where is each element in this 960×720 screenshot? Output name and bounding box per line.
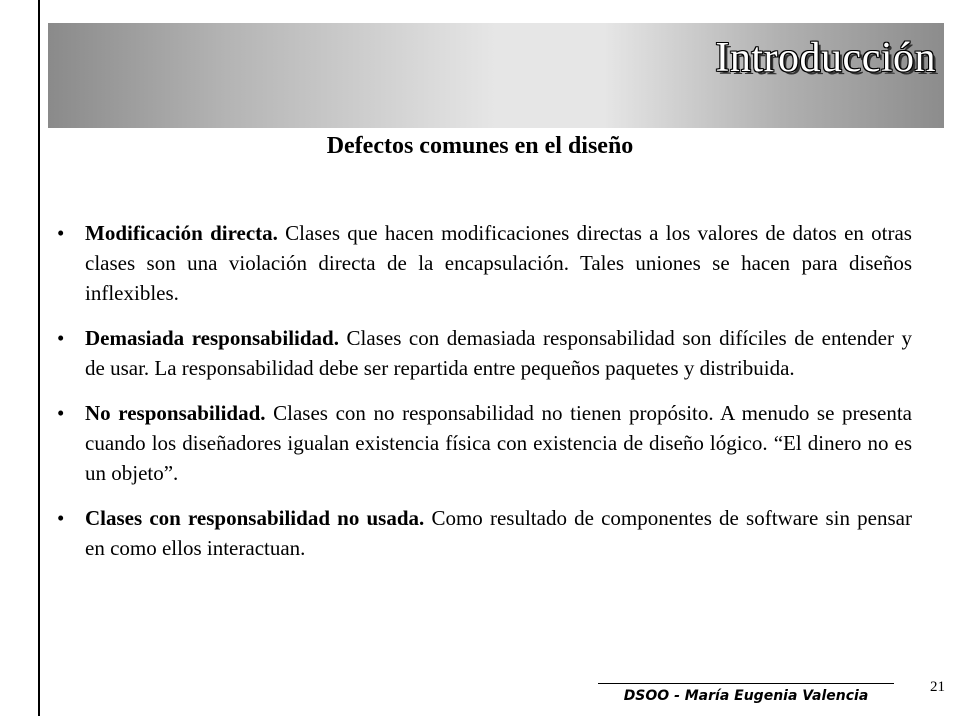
list-item xyxy=(57,323,912,383)
title-banner xyxy=(48,23,944,128)
list-item xyxy=(57,398,912,488)
bullet-description: Como resultado de componentes de software sin pensar en como ellos interactuan. xyxy=(85,506,912,560)
bullet-text xyxy=(85,398,912,488)
bullet-term: Modificación directa. xyxy=(85,221,278,245)
bullet-description: Clases con no responsabilidad no tienen propósito. A menudo se presenta cuando los diseñadores igualan existencia física con existencia de diseño lógico. “El dinero no es un objeto”. xyxy=(85,401,912,485)
footer-divider xyxy=(598,683,894,684)
left-margin-rule xyxy=(38,0,40,716)
bullet-marker: • xyxy=(57,506,65,530)
bullet-marker: • xyxy=(57,221,65,245)
bullet-term: Demasiada responsabilidad. xyxy=(85,326,339,350)
bullet-marker: • xyxy=(57,326,65,350)
bullet-term: Clases con responsabilidad no usada. xyxy=(85,506,425,530)
bullet-text xyxy=(85,503,912,563)
section-heading: Defectos comunes en el diseño xyxy=(326,133,634,159)
bullet-text xyxy=(85,218,912,308)
list-item xyxy=(57,218,912,308)
footer-author: DSOO - María Eugenia Valencia xyxy=(623,688,869,704)
page-number: 21 xyxy=(930,679,945,695)
bullet-marker: • xyxy=(57,401,65,425)
bullet-term: No responsabilidad. xyxy=(85,401,266,425)
bullet-text xyxy=(85,323,912,383)
bullet-description: Clases que hacen modificaciones directas a los valores de datos en otras clases son una violación directa de la encapsulación. Tales uniones se hacen para diseños inflexibles. xyxy=(85,221,912,305)
bullet-list xyxy=(57,218,912,578)
bullet-description: Clases con demasiada responsabilidad son difíciles de entender y de usar. La responsabilidad debe ser repartida entre pequeños paquetes y distribuida. xyxy=(85,326,912,380)
list-item xyxy=(57,503,912,563)
slide-title: Introducción xyxy=(715,35,936,81)
